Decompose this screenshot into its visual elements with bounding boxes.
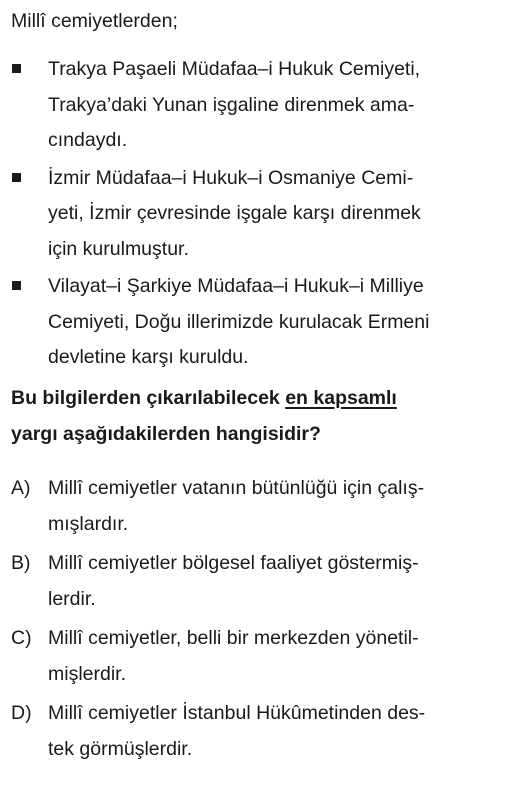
option-line: Millî cemiyetler, belli bir merkezden yönetil- — [48, 627, 419, 649]
question-emphasis: en kapsamlı — [285, 387, 397, 409]
option-a[interactable] — [11, 471, 501, 542]
bullet-line: Trakya Paşaeli Müdafaa–i Hukuk Cemiyeti, — [48, 58, 421, 80]
question-line-1 — [11, 381, 501, 417]
option-letter: B) — [11, 552, 31, 574]
option-c[interactable] — [11, 621, 501, 692]
option-line: mişlerdir. — [48, 662, 127, 685]
option-line: tek görmüşlerdir. — [48, 737, 193, 760]
bullet-line: cındaydı. — [48, 129, 128, 151]
option-line: Millî cemiyetler İstanbul Hükûmetinden des- — [48, 702, 426, 724]
question-line-2: yargı aşağıdakilerden hangisidir? — [11, 422, 321, 445]
option-line: lerdir. — [48, 587, 96, 610]
option-letter: C) — [11, 627, 32, 649]
bullet-line: için kurulmuştur. — [48, 237, 189, 260]
square-bullet-icon — [12, 64, 21, 73]
bullet-line: yeti, İzmir çevresinde işgale karşı direnmek — [48, 202, 421, 224]
square-bullet-icon — [12, 281, 21, 290]
option-letter: A) — [11, 477, 31, 499]
bullet-line: devletine karşı kuruldu. — [48, 346, 249, 368]
bullet-item-izmir — [11, 161, 501, 268]
option-b[interactable] — [11, 546, 501, 617]
bullet-line: Cemiyeti, Doğu illerimizde kurulacak Ermeni — [48, 310, 430, 333]
intro-text: Millî cemiyetlerden; — [11, 10, 178, 32]
question-stem — [11, 381, 501, 452]
bullet-line: İzmir Müdafaa–i Hukuk–i Osmaniye Cemi- — [48, 166, 414, 189]
option-d[interactable] — [11, 696, 501, 767]
bullet-line: Vilayat–i Şarkiye Müdafaa–i Hukuk–i Milliye — [48, 275, 424, 297]
option-line: Millî cemiyetler bölgesel faaliyet göstermiş- — [48, 552, 419, 574]
bullet-item-vilayat — [11, 269, 501, 376]
option-line: Millî cemiyetler vatanın bütünlüğü için çalış- — [48, 477, 425, 499]
square-bullet-icon — [12, 173, 21, 182]
option-line: mışlardır. — [48, 512, 129, 535]
answer-options — [11, 471, 501, 771]
option-letter: D) — [11, 702, 32, 724]
bullet-line: Trakya’daki Yunan işgaline direnmek ama- — [48, 93, 415, 116]
bullet-item-trakya — [11, 52, 501, 159]
question-text: Bu bilgilerden çıkarılabilecek — [11, 387, 286, 409]
bullet-list — [11, 52, 501, 378]
